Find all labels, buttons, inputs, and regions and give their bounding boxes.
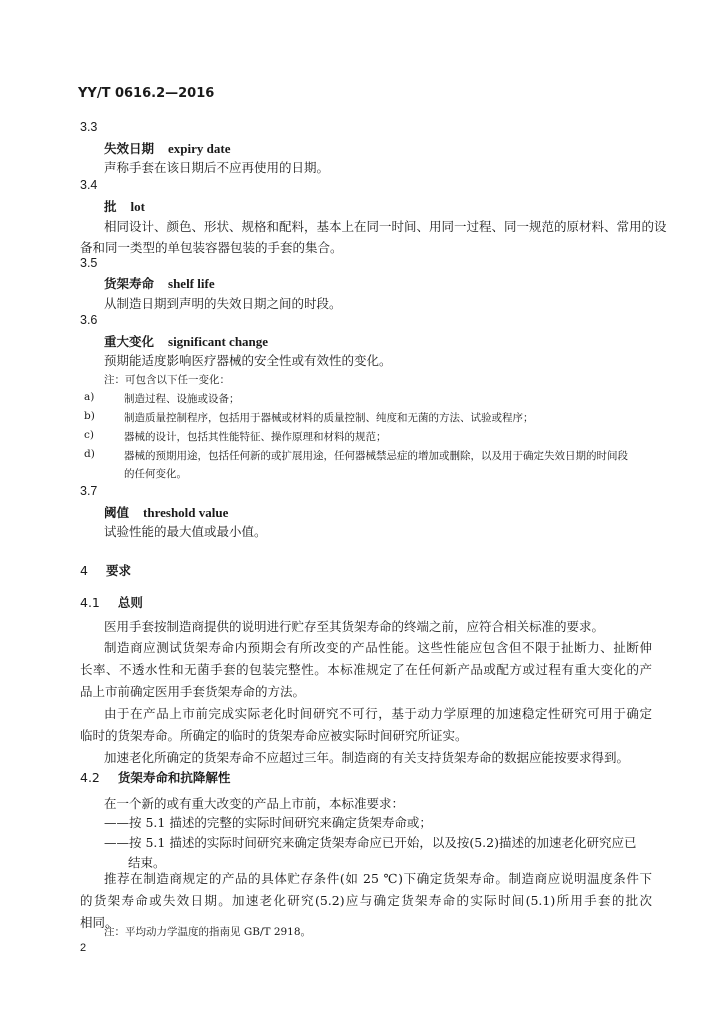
clause-number: 3.5	[80, 256, 98, 270]
term-definition: 声称手套在该日期后不应再使用的日期。	[104, 160, 330, 175]
term-heading	[104, 139, 230, 157]
clause-number: 3.4	[80, 178, 98, 192]
term-heading	[104, 274, 215, 292]
note-item-marker: d)	[84, 448, 95, 460]
note-item-continuation: 的任何变化。	[124, 468, 187, 480]
term-definition: 预期能适度影响医疗器械的安全性或有效性的变化。	[104, 353, 392, 368]
dash-list-item-continuation: 结束。	[128, 855, 166, 870]
paragraph-line: 临时的货架寿命。所确定的临时的货架寿命应被实际时间研究所证实。	[80, 728, 468, 743]
clause-number: 3.7	[80, 484, 98, 498]
note-item-text: 制造质量控制程序，包括用于器械或材料的质量控制、纯度和无菌的方法、试验或程序；	[124, 412, 534, 424]
section-number: 4	[80, 563, 88, 578]
paragraph: 加速老化所确定的货架寿命不应超过三年。制造商的有关支持货架寿命的数据应能按要求得到。	[104, 750, 630, 765]
term-en: lot	[130, 199, 145, 214]
subsection-number: 4.1	[80, 595, 100, 610]
subsection-title: 货架寿命和抗降解性	[117, 770, 231, 785]
term-zh: 失效日期	[104, 141, 155, 156]
note-intro: 注：可包含以下任一变化：	[104, 374, 230, 386]
note-item-text: 制造过程、设施或设备；	[124, 393, 240, 405]
paragraph-line: 由于在产品上市前完成实际老化时间研究不可行，基于动力学原理的加速稳定性研究可用于确定	[104, 706, 652, 721]
term-heading	[104, 332, 268, 350]
paragraph-line: 品上市前确定医用手套货架寿命的方法。	[80, 684, 306, 699]
note-item-text: 器械的设计，包括其性能特征、操作原理和材料的规范；	[124, 431, 387, 443]
document-code: YY/T 0616.2—2016	[78, 86, 215, 101]
term-en: significant change	[168, 334, 269, 349]
paragraph	[80, 637, 652, 703]
dash-list-item: ——按 5.1 描述的完整的实际时间研究来确定货架寿命或；	[104, 815, 432, 830]
term-en: threshold value	[143, 505, 229, 520]
clause-number: 3.3	[80, 120, 98, 134]
note-item-marker: c)	[84, 429, 94, 441]
paragraph-line: 的货架寿命或失效日期。加速老化研究(5.2)应与确定货架寿命的实际时间(5.1)所用手套的批次	[80, 893, 652, 908]
note-item-marker: b)	[84, 410, 95, 422]
term-en: expiry date	[168, 141, 231, 156]
page-number: 2	[80, 942, 87, 954]
note-item-text: 器械的预期用途，包括任何新的或扩展用途，任何器械禁忌症的增加或删除，以及用于确定失效日期的时间段	[124, 450, 628, 462]
note: 注：平均动力学温度的指南见 GB/T 2918。	[104, 926, 312, 938]
paragraph-line: 相同。	[80, 915, 118, 930]
paragraph-line: 推荐在制造商规定的产品的具体贮存条件(如 25 ℃)下确定货架寿命。制造商应说明温度条件下	[104, 871, 652, 886]
paragraph: 医用手套按制造商提供的说明进行贮存至其货架寿命的终端之前，应符合相关标准的要求。	[104, 619, 605, 634]
paragraph: 在一个新的或有重大改变的产品上市前，本标准要求：	[104, 796, 405, 811]
paragraph	[80, 703, 652, 747]
paragraph-line: 制造商应测试货架寿命内预期会有所改变的产品性能。这些性能应包含但不限于扯断力、扯断伸	[104, 640, 652, 655]
term-definition-line: 备和同一类型的单包装容器包装的手套的集合。	[80, 240, 343, 255]
term-zh: 阈值	[104, 505, 130, 520]
paragraph-line: 长率、不透水性和无菌手套的包装完整性。本标准规定了在任何新产品或配方或过程有重大变化的产	[80, 662, 652, 677]
subsection-heading	[80, 593, 143, 611]
term-zh: 货架寿命	[104, 276, 155, 291]
subsection-title: 总则	[117, 595, 143, 610]
term-definition-line: 相同设计、颜色、形状、规格和配料，基本上在同一时间、用同一过程、同一规范的原材料、常用的设	[104, 219, 667, 234]
term-zh: 批	[104, 199, 117, 214]
note-item-marker: a)	[84, 391, 95, 403]
term-zh: 重大变化	[104, 334, 155, 349]
term-definition: 从制造日期到声明的失效日期之间的时段。	[104, 296, 342, 311]
section-heading	[80, 561, 131, 579]
term-en: shelf life	[168, 276, 215, 291]
subsection-heading	[80, 768, 230, 786]
term-heading	[104, 503, 228, 521]
dash-list-item: ——按 5.1 描述的实际时间研究来确定货架寿命应已开始，以及按(5.2)描述的加速老化研究应已	[104, 835, 637, 850]
term-heading	[104, 197, 145, 215]
section-title: 要求	[105, 563, 131, 578]
subsection-number: 4.2	[80, 770, 100, 785]
term-definition: 试验性能的最大值或最小值。	[104, 524, 267, 539]
clause-number: 3.6	[80, 313, 98, 327]
